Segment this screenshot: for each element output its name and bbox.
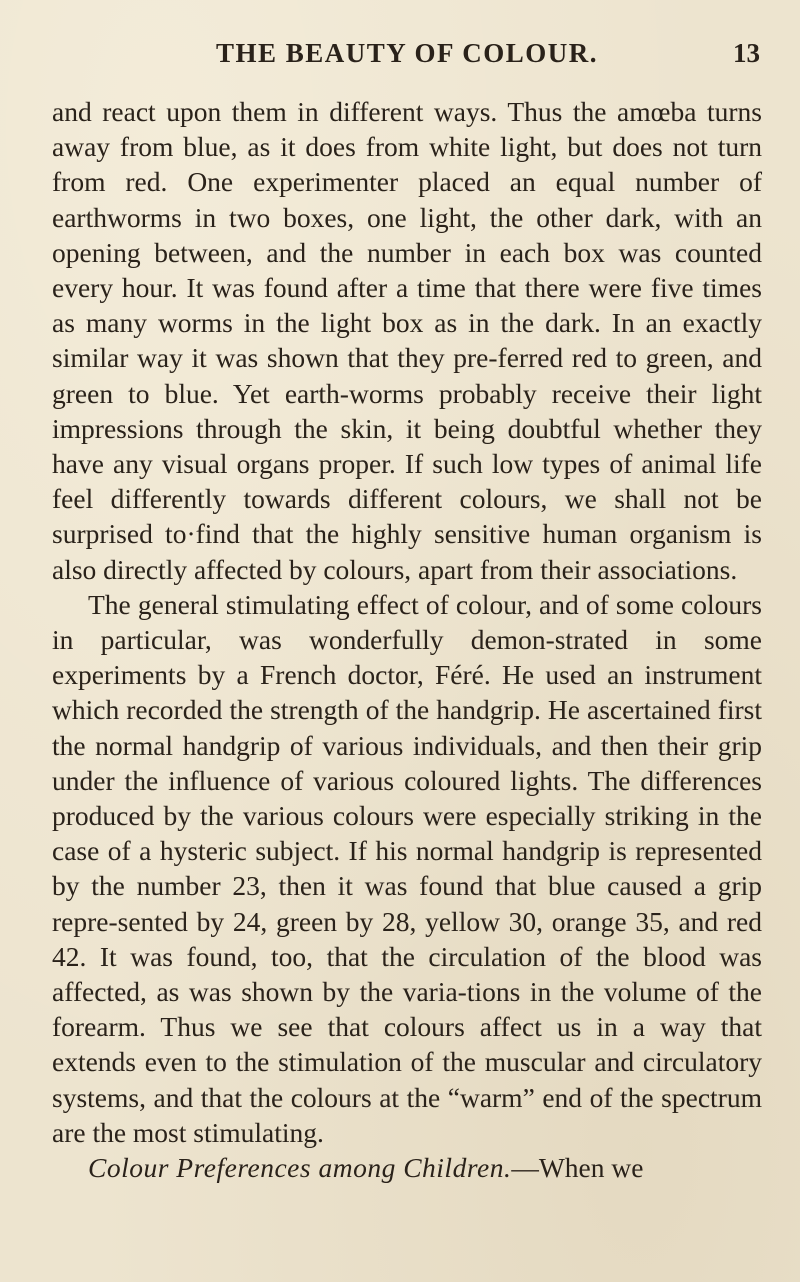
running-head (52, 38, 762, 78)
paragraph-fere-handgrip: The general stimulating effect of colour, and of some colours in particular, was wonderfully demon-strated in some experiments by a French doctor, Féré. He used an instrument which recorded the strength of the handgrip. He ascertained first the normal handgrip of various individuals, and then their grip under the influence of various coloured lights. The differences produced by the various colours were especially striking in the case of a hysteric subject. If his normal handgrip is represented by the number 23, then it was found that blue caused a grip repre-sented by 24, green by 28, yellow 30, orange 35, and red 42. It was found, too, that the circulation of the blood was affected, as was shown by the varia-tions in the volume of the forearm. Thus we see that colours affect us in a way that extends even to the stimulation of the muscular and circulatory systems, and that the colours at the “warm” end of the spectrum are the most stimulating. (52, 588, 762, 1148)
page-number: 13 (733, 38, 760, 68)
paragraph-continuation: —When we (511, 1152, 644, 1184)
running-title: THE BEAUTY OF COLOUR. (215, 38, 599, 68)
paragraph-colour-preferences (52, 1150, 762, 1185)
section-heading: Colour Preferences among Children. (88, 1152, 512, 1184)
body-text (52, 94, 762, 1185)
paragraph-amoeba-earthworms: and react upon them in different ways. Thus the amœba turns away from blue, as it does from white light, but does not turn from red. One experimenter placed an equal number of earthworms in two boxes, one light, the other dark, with an opening between, and the number in each box was counted every hour. It was found after a time that there were five times as many worms in the light box as in the dark. In an exactly similar way it was shown that they pre-ferred red to green, and green to blue. Yet earth-worms probably receive their light impressions through the skin, it being doubtful whether they have any visual organs proper. If such low types of animal life feel differently towards different colours, we shall not be surprised to·find that the highly sensitive human organism is also directly affected by colours, apart from their associations. (52, 96, 762, 585)
